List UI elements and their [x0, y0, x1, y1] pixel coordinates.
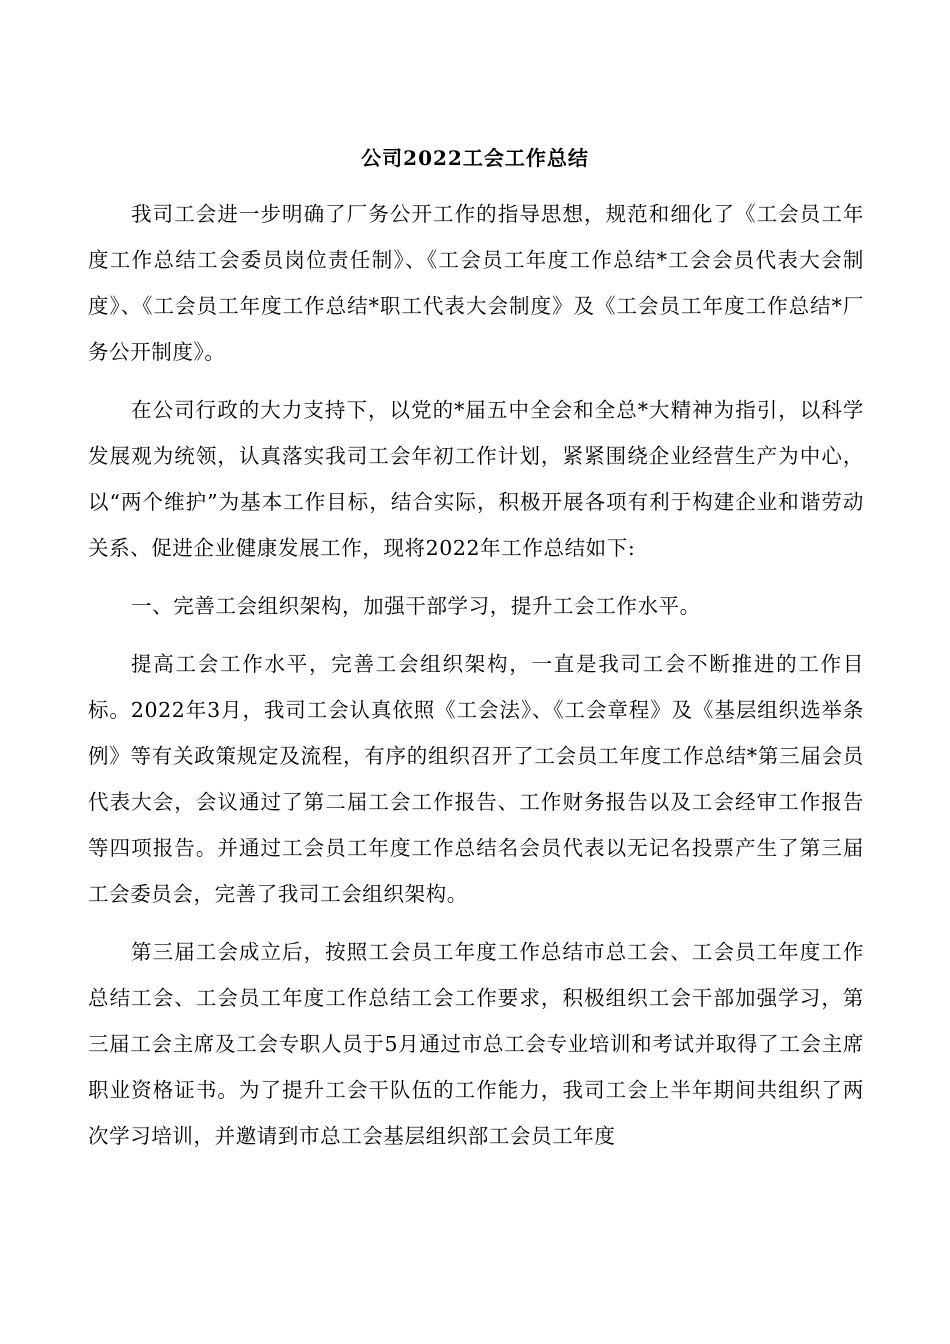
paragraph-2: 在公司行政的大力支持下，以党的*届五中全会和全总*大精神为指引，以科学发展观为统领，认真落实我司工会年初工作计划，紧紧围绕企业经营生产为中心，以“两个维护”为基本工作目标，结合实际，积极开展各项有利于构建企业和谐劳动关系、促进企业健康发展工作，现将2022年工作总结如下: [88, 398, 864, 560]
document-title: 公司2022工会工作总结 [361, 146, 589, 170]
paragraph-3: 提高工会工作水平，完善工会组织架构，一直是我司工会不断推进的工作目标。2022年3月，我司工会认真依照《工会法》、《工会章程》及《基层组织选举条例》等有关政策规定及流程，有序的组织召开了工会员工年度工作总结*第三届会员代表大会，会议通过了第二届工会工作报告、工作财务报告以及工会经审工作报告等四项报告。并通过工会员工年度工作总结名会员代表以无记名投票产生了第三届工会委员会，完善了我司工会组织架构。 [88, 652, 864, 906]
document-body [88, 191, 864, 1171]
paragraph-4: 第三届工会成立后，按照工会员工年度工作总结市总工会、工会员工年度工作总结工会、工会员工年度工作总结工会工作要求，积极组织工会干部加强学习，第三届工会主席及工会专职人员于5月通过市总工会专业培训和考试并取得了工会主席职业资格证书。为了提升工会干队伍的工作能力，我司工会上半年期间共组织了两次学习培训，并邀请到市总工会基层组织部工会员工年度 [88, 940, 864, 1148]
paragraph-1: 我司工会进一步明确了厂务公开工作的指导思想，规范和细化了《工会员工年度工作总结工会委员岗位责任制》、《工会员工年度工作总结*工会会员代表大会制度》、《工会员工年度工作总结*职工代表大会制度》及《工会员工年度工作总结*厂务公开制度》。 [88, 202, 864, 364]
section-heading-1: 一、完善工会组织架构，加强干部学习，提升工会工作水平。 [131, 594, 701, 618]
